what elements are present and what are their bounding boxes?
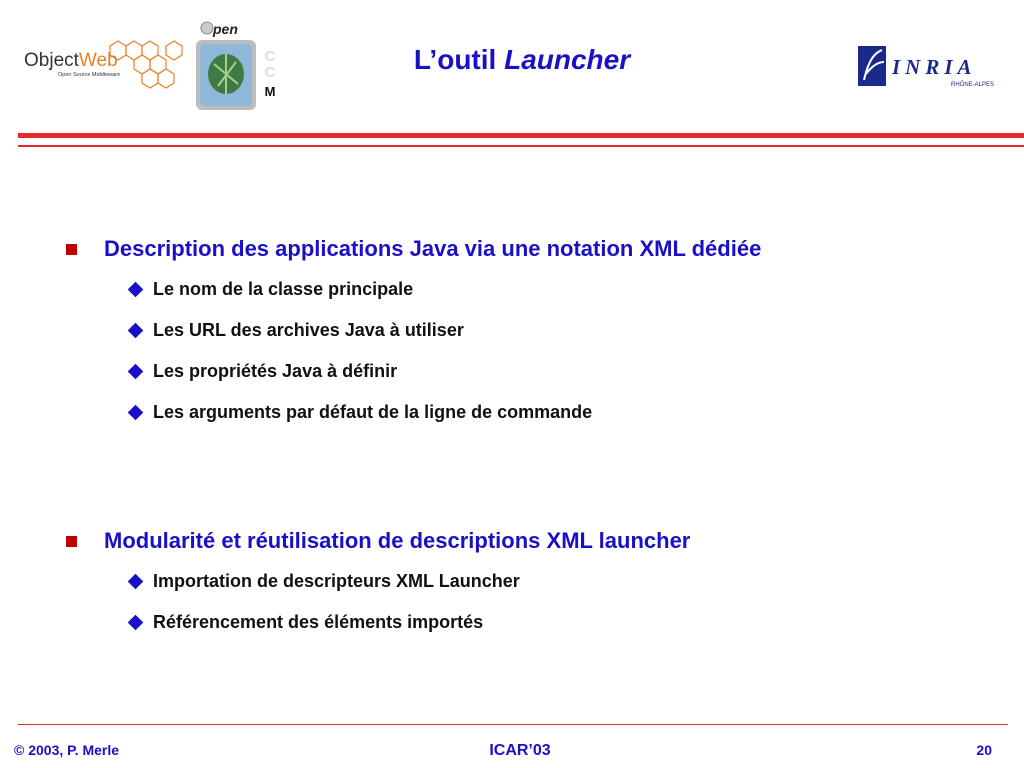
sub-bullet-item — [128, 320, 464, 341]
sub-bullet-item — [128, 361, 397, 382]
footer-divider — [18, 724, 1008, 725]
square-bullet-icon — [66, 536, 77, 547]
inria-logo — [856, 44, 998, 90]
sub-bullet-text: Les arguments par défaut de la ligne de commande — [153, 402, 593, 422]
footer-copyright: © 2003, P. Merle — [14, 742, 120, 758]
diamond-bullet-icon — [128, 282, 144, 298]
diamond-bullet-icon — [128, 364, 144, 380]
square-bullet-icon — [66, 244, 77, 255]
header-divider-thick — [18, 133, 1024, 138]
footer-conference: ICAR’03 — [489, 742, 551, 759]
objectweb-name: ObjectWeb — [24, 50, 118, 71]
sub-bullet-item — [128, 279, 413, 300]
svg-text:M: M — [264, 84, 276, 99]
svg-text:C: C — [264, 64, 276, 81]
sub-bullet-text: Les propriétés Java à définir — [153, 361, 398, 381]
objectweb-tagline: Open Source Middleware — [58, 72, 121, 78]
svg-text:C: C — [264, 48, 276, 65]
bullet-text: Modularité et réutilisation de descriptions XML launcher — [104, 528, 691, 553]
sub-bullet-item — [128, 571, 520, 592]
svg-text:RHÔNE-ALPES: RHÔNE-ALPES — [950, 82, 994, 88]
diamond-bullet-icon — [128, 615, 144, 631]
svg-text:INRIA: INRIA — [892, 55, 977, 79]
bullet-item — [66, 236, 761, 262]
title-prefix: L’outil — [413, 44, 505, 75]
header-divider-thin — [18, 145, 1024, 147]
title-emphasis: Launcher — [504, 44, 631, 75]
sub-bullet-text: Importation de descripteurs XML Launcher — [153, 571, 520, 591]
diamond-bullet-icon — [128, 405, 144, 421]
sub-bullet-item — [128, 612, 483, 633]
sub-bullet-text: Le nom de la classe principale — [153, 279, 414, 299]
sub-bullet-text: Les URL des archives Java à utiliser — [153, 320, 464, 340]
sub-bullet-text: Référencement des éléments importés — [153, 612, 484, 632]
diamond-bullet-icon — [128, 574, 144, 590]
diamond-bullet-icon — [128, 323, 144, 339]
page-number: 20 — [976, 742, 992, 758]
bullet-text: Description des applications Java via une notation XML dédiée — [104, 236, 762, 261]
bullet-item — [66, 528, 690, 554]
svg-text:pen: pen — [213, 21, 238, 37]
sub-bullet-item — [128, 402, 592, 423]
